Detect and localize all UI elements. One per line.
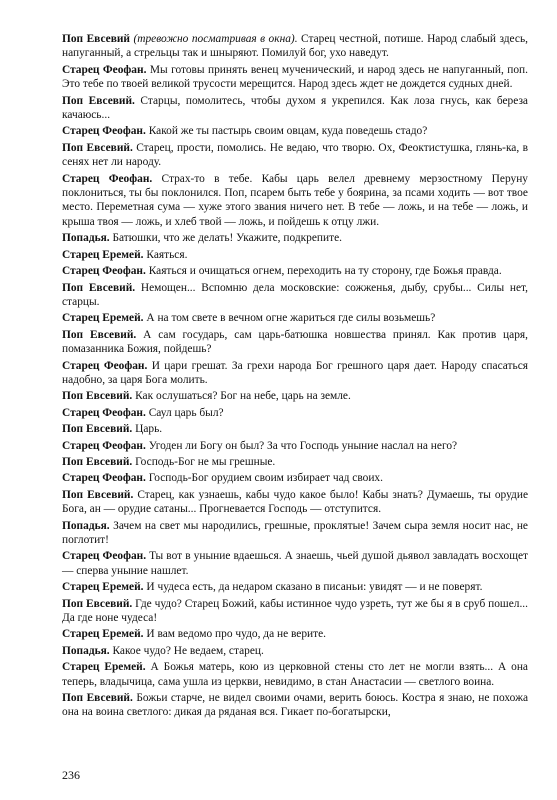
speaker-name: Поп Евсевий.	[62, 94, 135, 107]
speaker-name: Попадья.	[62, 519, 110, 532]
speaker-name: Поп Евсевий.	[62, 141, 133, 154]
dialogue-line	[62, 549, 528, 578]
speaker-name: Старец Феофан.	[62, 172, 153, 185]
speaker-name: Старец Еремей.	[62, 581, 144, 594]
dialogue-line	[62, 32, 528, 61]
speech-text: Батюшки, что же делать! Укажите, подкрепите.	[112, 232, 342, 245]
speech-text: А сам государь, сам царь-батюшка новшества принял. Как против царя, помазанника Божия, пойдешь?	[62, 328, 528, 356]
speaker-name: Поп Евсевий.	[62, 281, 136, 294]
speech-text: И цари грешат. За грехи народа Бог грешного царя дает. Народу спасаться надобно, за царя Бога молить.	[62, 359, 528, 386]
speaker-name: Старец Феофан.	[62, 472, 146, 485]
speaker-name: Старец Еремей.	[62, 248, 144, 261]
speaker-name: Старец Еремей.	[62, 661, 146, 674]
speaker-name: Старец Еремей.	[62, 312, 144, 325]
speaker-name: Поп Евсевий.	[62, 597, 133, 610]
speech-text: Страх-то в тебе. Кабы царь велел древнему мерзостному Перуну поклониться, ты бы поклонился. Поп, псарем быть тебе у боярина, за псами ходить — вот твое место. Переметная сума — хуже этого звания ничего нет. В тебе — ложь, и на тебе — ложь, и крыша твоя — ложь, и хлеб твой — ложь, и пойдешь к отцу лжи.	[62, 172, 528, 228]
dialogue-line	[62, 328, 528, 357]
speaker-name: Попадья.	[62, 644, 110, 657]
dialogue-text	[62, 32, 528, 722]
dialogue-line	[62, 471, 528, 485]
dialogue-line	[62, 439, 528, 453]
speech-text: И чудеса есть, да недаром сказано в писаньи: увидят — и не поверят.	[146, 581, 483, 594]
speaker-name: Поп Евсевий.	[62, 328, 137, 341]
dialogue-line	[62, 248, 528, 262]
dialogue-line	[62, 644, 528, 658]
speaker-name: Старец Феофан.	[62, 406, 146, 419]
speaker-name: Старец Феофан.	[62, 550, 147, 563]
speech-text: Старец, как узнаешь, кабы чудо какое было! Кабы знать? Думаешь, ты орудие Бога, ан — орудие сатаны... Прогневается Господь — отступится.	[62, 488, 528, 516]
dialogue-line	[62, 231, 528, 245]
speaker-name: Старец Еремей.	[62, 628, 144, 641]
speaker-name: Попадья.	[62, 232, 110, 245]
speaker-name: Поп Евсевий.	[62, 455, 133, 468]
speech-text: Божьи старче, не видел своими очами, верить боюсь. Костра я знаю, не похожа она на воина светлого: дикая да ряданая вся. Гикает по-богатырски,	[62, 692, 528, 719]
speech-text: Саул царь был?	[148, 406, 224, 419]
speech-text: А Божья матерь, кою из церковной стены сто лет не могли взять... А она теперь, владычица, сама ушла из церкви, невидимо, в стан Анастасии — светлого воина.	[62, 661, 528, 688]
stage-direction: (тревожно посматривая в окна).	[133, 33, 298, 45]
dialogue-line	[62, 124, 528, 138]
speaker-name: Поп Евсевий.	[62, 390, 133, 403]
speaker-name: Старец Феофан.	[62, 439, 146, 452]
dialogue-line	[62, 580, 528, 594]
speech-text: Мы готовы принять венец мученический, и народ здесь не напуганный, поп. Это тебе по твоей великой трусости мерещится. Народ здесь ждет не дождется судных дней.	[62, 63, 529, 91]
dialogue-line	[62, 691, 528, 720]
dialogue-line	[62, 422, 528, 436]
speech-text: Угоден ли Богу он был? За что Господь уныние наслал на него?	[148, 439, 458, 452]
dialogue-line	[62, 627, 528, 641]
dialogue-line	[62, 281, 528, 310]
speaker-name: Поп Евсевий.	[62, 692, 133, 705]
dialogue-line	[62, 455, 528, 469]
speaker-name: Старец Феофан.	[62, 63, 147, 76]
speech-text: Каяться и очищаться огнем, переходить на ту сторону, где Божья правда.	[148, 265, 502, 278]
speech-text: Каяться.	[146, 248, 188, 261]
speech-text: Какое чудо? Не ведаем, старец.	[112, 644, 264, 657]
speech-text: Как ослушаться? Бог на небе, царь на земле.	[135, 390, 351, 403]
dialogue-line	[62, 359, 528, 388]
speech-text: Царь.	[135, 423, 163, 436]
speech-text: Немощен... Вспомню дела московские: сожженья, дыбу, срубы... Силы нет, старцы.	[62, 281, 528, 308]
dialogue-line	[62, 264, 528, 278]
dialogue-line	[62, 660, 528, 689]
speaker-name: Поп Евсевий.	[62, 423, 133, 436]
dialogue-line	[62, 311, 528, 325]
dialogue-line	[62, 519, 528, 548]
speaker-name: Поп Евсевий	[62, 33, 130, 45]
dialogue-line	[62, 94, 528, 123]
dialogue-line	[62, 406, 528, 420]
speech-text: А на том свете в вечном огне жариться где силы возьмешь?	[146, 312, 436, 325]
dialogue-line	[62, 172, 528, 230]
speaker-name: Поп Евсевий.	[62, 488, 134, 501]
page-number: 236	[62, 768, 80, 782]
speech-text: Старец, прости, помолись. Не ведаю, что творю. Ох, Феоктистушка, глянь-ка, в сенях нет ли народу.	[62, 141, 528, 169]
speech-text: Где чудо? Старец Божий, кабы истинное чудо узреть, тут же бы я в сруб пошел... Да где ноне чудеса!	[62, 597, 528, 625]
speech-text: Господь-Бог не мы грешные.	[135, 455, 276, 468]
speaker-name: Старец Феофан.	[62, 265, 146, 278]
speaker-name: Старец Феофан.	[62, 359, 148, 372]
speech-text: Старец честной, потише. Народ слабый здесь, напуганный, а стрельцы так и шныряют. Помилуй бог, ухо наведут.	[62, 33, 528, 60]
speech-text: И вам ведомо про чудо, да не верите.	[146, 628, 327, 641]
speech-text: Господь-Бог орудием своим избирает чад своих.	[148, 472, 383, 485]
speech-text: Ты вот в уныние вдаешься. А знаешь, чьей душой дьявол завладать восхощет — сперва уныние нашлет.	[62, 550, 529, 577]
speech-text: Старцы, помолитесь, чтобы духом я укрепился. Как лоза гнусь, как береза качаюсь...	[62, 94, 528, 122]
speech-text: Какой же ты пастырь своим овцам, куда поведешь стадо?	[148, 125, 428, 138]
dialogue-line	[62, 141, 528, 170]
dialogue-line	[62, 597, 528, 626]
dialogue-line	[62, 63, 528, 92]
dialogue-line	[62, 389, 528, 403]
speaker-name: Старец Феофан.	[62, 125, 146, 138]
speech-text: Зачем на свет мы народились, грешные, проклятые! Зачем сыра земля носит нас, не поглотит!	[62, 519, 528, 546]
dialogue-line	[62, 488, 528, 517]
